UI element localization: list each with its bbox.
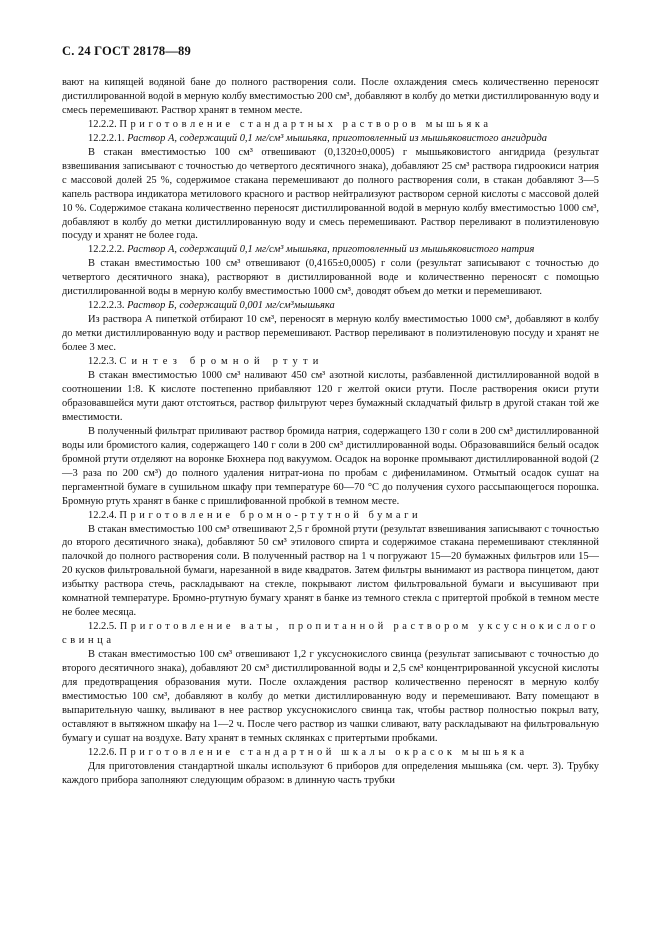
paragraph: В стакан вместимостью 100 см³ отвешивают (0,1320±0,0005) г мышьяковистого ангидрида (результат взвешивания записывают с точностью до четвертого десятичного знака), добавляют 25 см³ раствора гидроокиси натрия с массовой долей 25 %, содержимое стакана перемешивают до полного растворения соли, в стакан добавляют 3—5 капель раствора индикатора метилового красного и раствор нейтрализуют раствором серной кислоты с массовой долей 10 %. Содержимое стакана количественно переносят дистиллированной водой в мерную колбу вместимостью 1000 см³, добавляют в колбу до метки дистиллированную воду и смесь перемешивают. Раствор переливают в полиэтиленовую посуду и хранят не более года. <box>62 146 599 242</box>
section-title: Приготовление бромно-ртутной бумаги <box>119 509 422 521</box>
paragraph: Из раствора А пипеткой отбирают 10 см³, переносят в мерную колбу вместимостью 1000 см³, добавляют в колбу до метки дистиллированную воду и раствор перемешивают. Раствор переливают в полиэтиленовую посуду и хранят не более 3 мес. <box>62 314 599 354</box>
section-number: 12.2.2. <box>88 118 117 130</box>
section-heading <box>62 118 599 132</box>
section-number: 12.2.4. <box>88 509 117 521</box>
section-heading <box>62 355 599 369</box>
section-number: 12.2.2.2. <box>88 244 125 256</box>
paragraph: В стакан вместимостью 1000 см³ наливают 450 см³ азотной кислоты, разбавленной дистиллированной водой в соотношении 1:8. К кислоте постепенно прибавляют 120 г желтой окиси ртути. После растворения окиси ртути образовавшейся мути дают отстояться, раствор фильтруют через бумажный складчатый фильтр в другой стакан той же вместимости. <box>62 370 599 423</box>
paragraph: Для приготовления стандартной шкалы используют 6 приборов для определения мышьяка (см. черт. 3). Трубку каждого прибора заполняют следующим образом: в длинную часть трубки <box>62 760 599 786</box>
subsection-title: Раствор А, содержащий 0,1 мг/см³ мышьяка, приготовленный из мышьяковистого натрия <box>127 244 535 256</box>
paragraph: В стакан вместимостью 100 см³ отвешивают (0,4165±0,0005) г соли (результат записывают с точностью до четвертого десятичного знака), растворяют в дистиллированной воде и количественно переносят с помощью дистиллированной воды в мерную колбу вместимостью 1000 см³, доводят объем до метки и перемешивают. <box>62 258 599 298</box>
section-heading <box>62 509 599 523</box>
paragraph: В стакан вместимостью 100 см³ отвешивают 2,5 г бромной ртути (результат взвешивания записывают с точностью до второго десятичного знака), добавляют 50 см³ этилового спирта и содержимое стакана перемешивают стеклянной палочкой до полного растворения соли. В полученный раствор на 1 ч погружают 15—20 бумажных фильтров или 15—20 кусков фильтровальной бумаги, нарезанной в виде квадратов. Затем фильтры вынимают из раствора пинцетом, дают избытку раствора стечь, раскладывают на стекле, покрывают листом фильтровальной бумаги и высушивают при комнатной температуре. Бромно-ртутную бумагу хранят в банке из темного стекла с притертой пробкой в темном месте не более месяца. <box>62 523 599 619</box>
section-title: Приготовление стандартных растворов мышьяка <box>119 118 492 130</box>
paragraph: вают на кипящей водяной бане до полного растворения соли. После охлаждения смесь количественно переносят дистиллированной водой в мерную колбу вместимостью 200 см³, добавляют в колбу до метки дистиллированную воду и смесь перемешивают. Раствор хранят в темном месте. <box>62 77 599 116</box>
subsection-heading <box>62 132 599 146</box>
paragraph: В полученный фильтрат приливают раствор бромида натрия, содержащего 130 г соли в 200 см³ дистиллированной воды или бромистого калия, содержащего 140 г соли в 200 см³ дистиллированной воды. Образовавшийся белый осадок бромной ртути отделяют на воронке Бюхнера под вакуумом. Осадок на воронке промывают дистиллированной водой (2—3 раза по 200 см³) до полного удаления нитрат-иона по пробам с дифениламином. Отмытый осадок сушат на пергаментной бумаге в сушильном шкафу при температуре 60—70 °C до получения сухого рассыпающегося порошка. Бромную ртуть хранят в банке с пришлифованной пробкой в темном месте. <box>62 425 599 507</box>
section-number: 12.2.3. <box>88 356 117 368</box>
subsection-title: Раствор А, содержащий 0,1 мг/см³ мышьяка, приготовленный из мышьяковистого ангидрида <box>127 132 547 144</box>
section-title: Приготовление стандартной шкалы окрасок мышьяка <box>119 746 528 758</box>
document-body <box>62 76 599 788</box>
section-title: Синтез бромной ртути <box>119 356 324 368</box>
subsection-title: Раствор Б, содержащий 0,001 мг/см³мышьяка <box>127 300 335 312</box>
section-number: 12.2.2.3. <box>88 300 125 312</box>
paragraph: В стакан вместимостью 100 см³ отвешивают 1,2 г уксуснокислого свинца (результат записывают с точностью до второго десятичного знака), добавляют 20 см³ дистиллированной воды и 2,5 см³ концентрированной уксусной кислоты для предотвращения образования мути. После охлаждения раствор количественно переносят в мерную колбу вместимостью 100 см³, добавляют в колбу до метки дистиллированную воду и перемешивают. Вату помещают в выпарительную чашку, выливают в нее раствор уксуснокислого свинца так, чтобы раствор полностью покрыл вату, оставляют в вытяжном шкафу на 1—2 ч. После чего раствор из чашки сливают, вату раскладывают на фильтровальную бумагу и сушат на воздухе. Вату хранят в темных склянках с притертыми пробками. <box>62 649 599 744</box>
section-number: 12.2.2.1. <box>88 132 125 144</box>
section-title: Приготовление ваты, пропитанной раствором уксуснокислого свинца <box>62 621 599 647</box>
section-heading <box>62 746 599 760</box>
subsection-heading <box>62 243 599 257</box>
section-heading <box>62 620 599 648</box>
section-number: 12.2.5. <box>88 621 117 633</box>
page-header: С. 24 ГОСТ 28178—89 <box>62 44 191 58</box>
section-number: 12.2.6. <box>88 746 117 758</box>
subsection-heading <box>62 299 599 313</box>
